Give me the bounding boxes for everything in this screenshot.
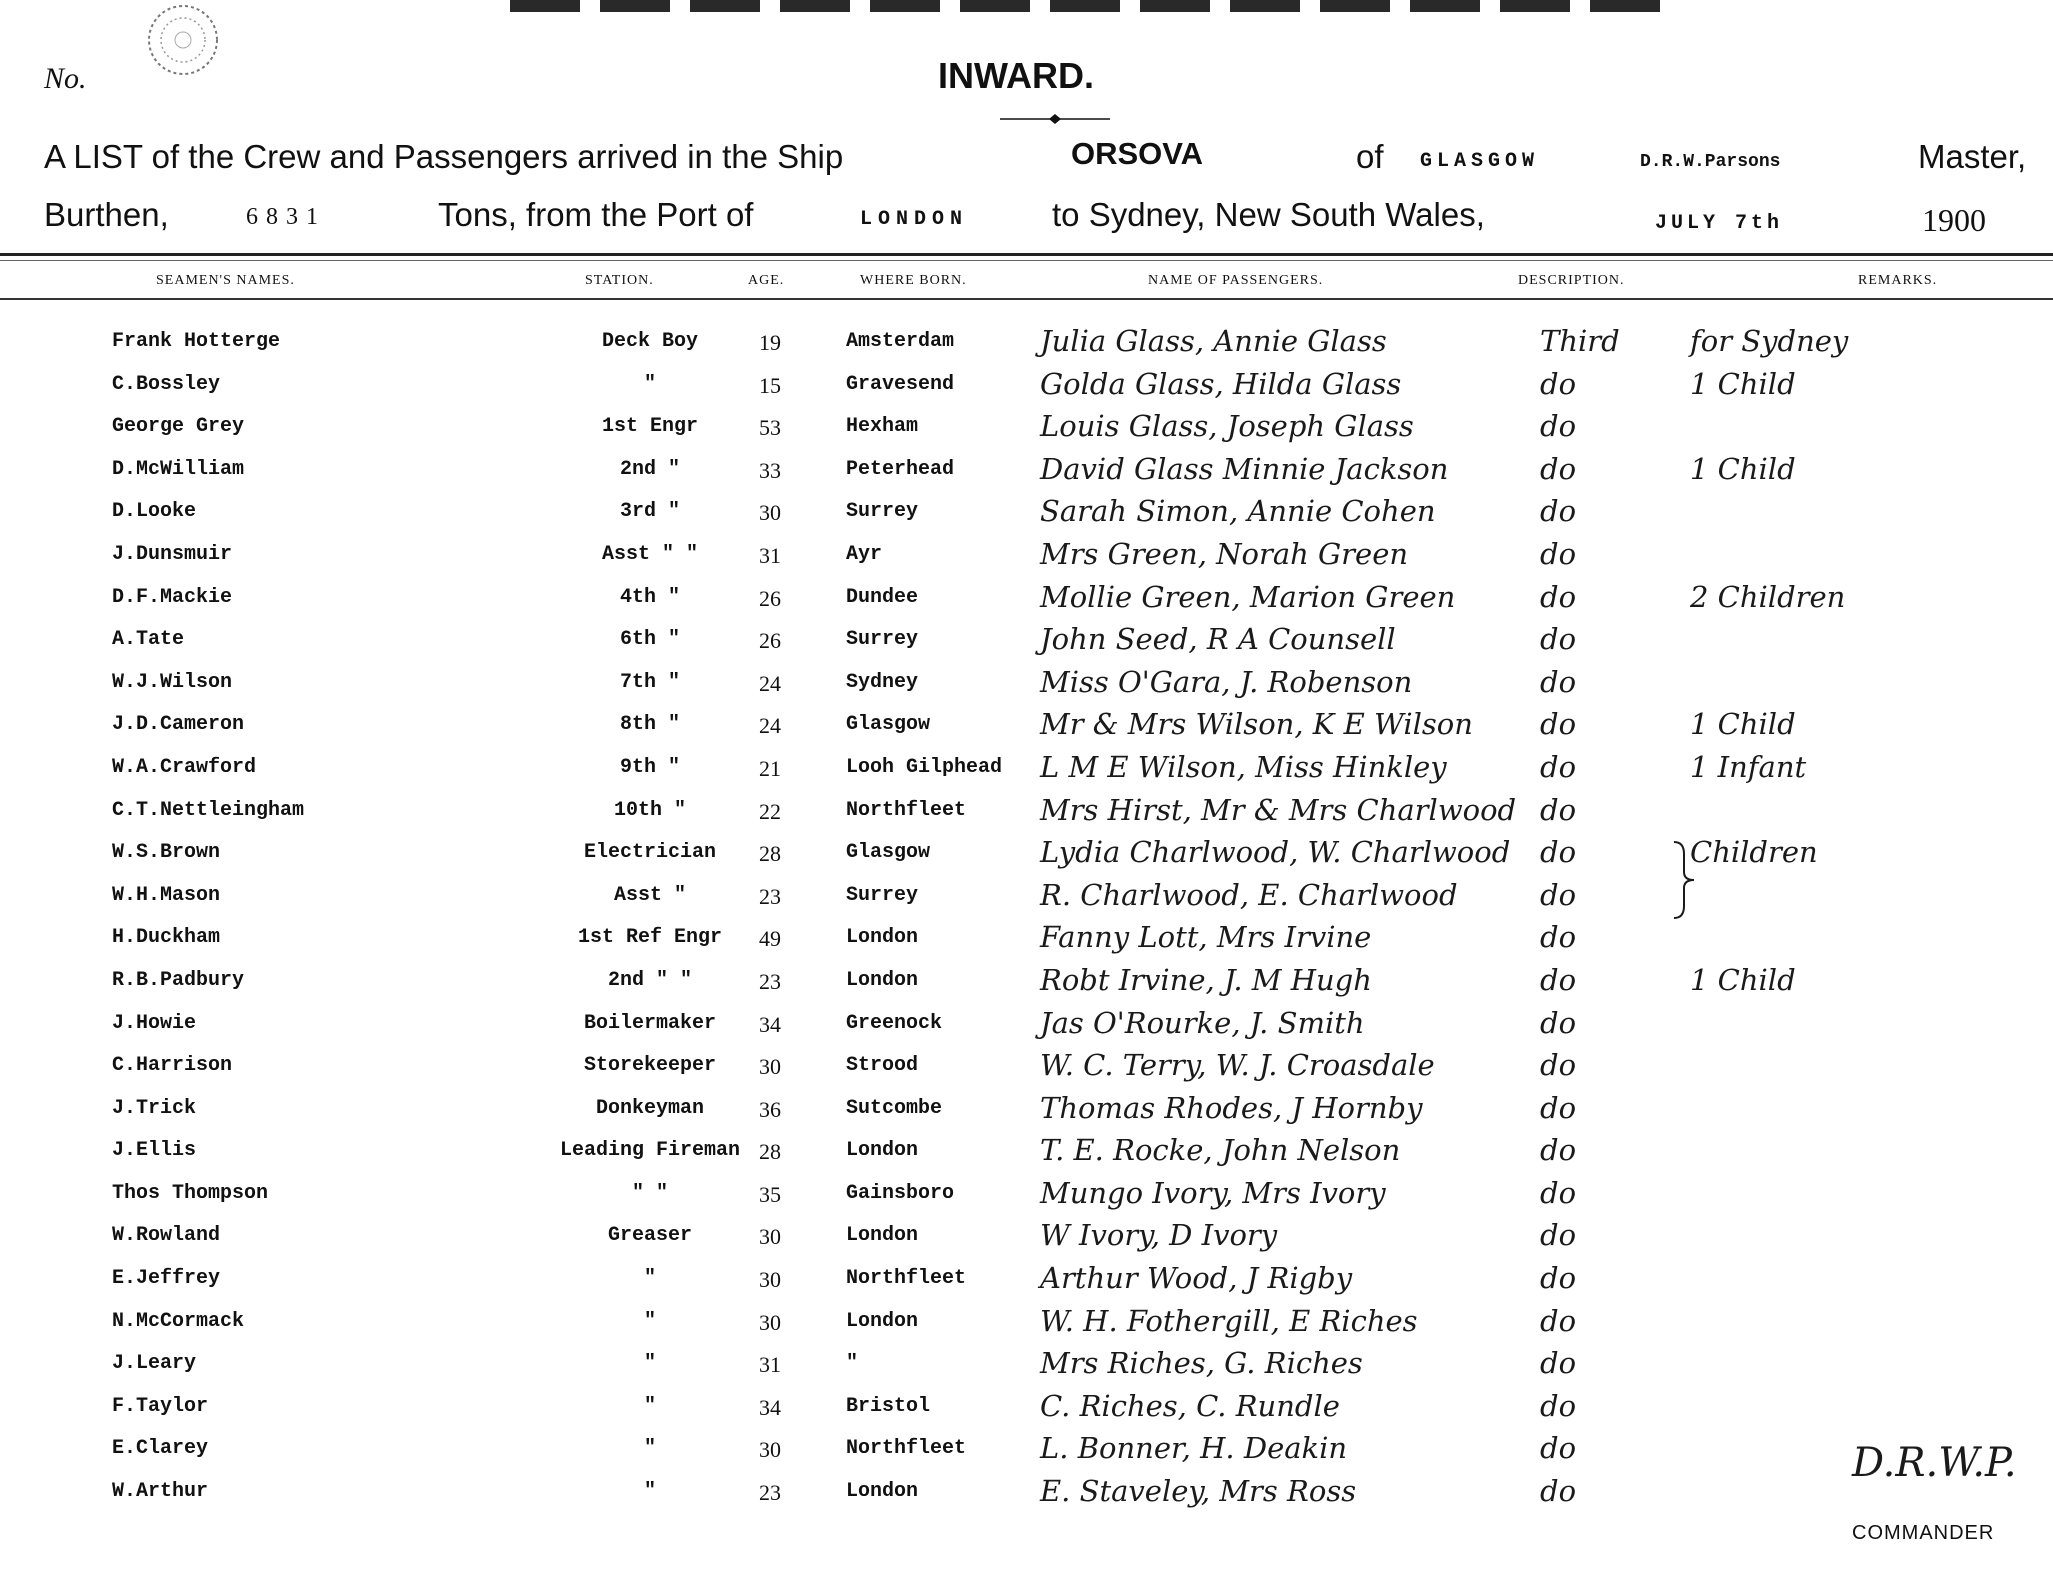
- seaman-age: 30: [759, 1224, 781, 1250]
- seaman-age: 21: [759, 755, 781, 781]
- passenger-remarks: 1 Child: [1690, 366, 1796, 401]
- passenger-description: do: [1540, 835, 1577, 870]
- seaman-age: 23: [759, 968, 781, 994]
- cut-off-header-banner: [510, 0, 1660, 12]
- arrival-year: 1900: [1922, 202, 1986, 238]
- passenger-names: Sarah Simon, Annie Cohen: [1040, 494, 1436, 529]
- table-row: [0, 1048, 2053, 1097]
- passenger-names: Jas O'Rourke, J. Smith: [1040, 1005, 1365, 1040]
- seaman-birthplace: Glasgow: [846, 713, 931, 737]
- seaman-age: 15: [759, 372, 781, 398]
- commander-signature: D.R.W.P.: [1852, 1440, 2017, 1486]
- passenger-names: T. E. Rocke, John Nelson: [1040, 1133, 1401, 1168]
- seaman-age: 19: [759, 330, 781, 355]
- passenger-description: do: [1540, 366, 1577, 401]
- passenger-description: do: [1540, 1133, 1577, 1168]
- number-label: No.: [44, 62, 87, 95]
- seaman-birthplace: Bristol: [846, 1394, 931, 1418]
- passenger-names: R. Charlwood, E. Charlwood: [1040, 877, 1458, 912]
- seaman-name: Thos Thompson: [112, 1181, 269, 1205]
- seaman-birthplace: Dundee: [846, 585, 919, 609]
- list-intro-text: A LIST of the Crew and Passengers arrived in the Ship: [44, 138, 844, 175]
- seaman-station: ": [643, 1437, 656, 1461]
- seaman-birthplace: Northfleet: [846, 1267, 967, 1291]
- seaman-station: 6th ": [619, 628, 680, 652]
- page-title: INWARD.: [938, 55, 1094, 96]
- seaman-age: 26: [759, 628, 781, 654]
- seaman-name: A.Tate: [112, 628, 185, 652]
- passenger-remarks: 2 Children: [1690, 579, 1846, 614]
- seaman-station: ": [643, 372, 656, 396]
- seaman-name: D.McWilliam: [112, 457, 245, 481]
- passenger-names: Louis Glass, Joseph Glass: [1040, 409, 1414, 444]
- seaman-birthplace: London: [846, 1309, 919, 1333]
- seaman-station: 8th ": [619, 713, 680, 737]
- passenger-names: Julia Glass, Annie Glass: [1040, 324, 1387, 358]
- passenger-description: do: [1540, 494, 1577, 529]
- passenger-description: do: [1540, 1005, 1577, 1040]
- seaman-name: J.Howie: [112, 1011, 197, 1035]
- header-rule-thin: [0, 260, 2053, 261]
- passenger-description: do: [1540, 1218, 1577, 1253]
- ship-name: ORSOVA: [1071, 136, 1204, 171]
- seaman-age: 24: [759, 670, 781, 696]
- seaman-station: 1st Engr: [601, 415, 698, 439]
- seaman-name: E.Jeffrey: [112, 1267, 221, 1291]
- seaman-station: Asst " ": [601, 542, 698, 566]
- passenger-names: W. C. Terry, W. J. Croasdale: [1040, 1048, 1435, 1083]
- seaman-station: 2nd ": [619, 457, 680, 481]
- table-row: [0, 877, 2053, 927]
- seaman-station: " ": [631, 1181, 668, 1205]
- brace-icon: [1672, 840, 1696, 920]
- seaman-name: N.McCormack: [112, 1309, 245, 1333]
- seaman-age: 30: [759, 500, 781, 526]
- passenger-names: Mrs Riches, G. Riches: [1040, 1346, 1363, 1381]
- passenger-description: do: [1540, 451, 1577, 486]
- table-row: [0, 749, 2053, 799]
- seaman-birthplace: London: [846, 1224, 919, 1248]
- of-label: of: [1356, 138, 1384, 175]
- passenger-remarks: 1 Infant: [1690, 749, 1807, 784]
- seaman-birthplace: Ayr: [846, 542, 883, 566]
- passenger-description: do: [1540, 1388, 1577, 1423]
- crew-passenger-list: [0, 324, 2053, 1523]
- passenger-names: Mollie Green, Marion Green: [1040, 579, 1456, 614]
- seaman-name: F.Taylor: [112, 1394, 209, 1418]
- seaman-station: ": [643, 1394, 656, 1418]
- passenger-description: do: [1540, 1048, 1577, 1083]
- table-row: [0, 366, 2053, 416]
- passenger-remarks: 1 Child: [1690, 962, 1796, 997]
- seaman-name: R.B.Padbury: [112, 968, 245, 992]
- passenger-names: Lydia Charlwood, W. Charlwood: [1040, 835, 1511, 870]
- col-description: DESCRIPTION.: [1518, 273, 1625, 288]
- col-seamens-names: SEAMEN'S NAMES.: [156, 273, 295, 288]
- seaman-station: 4th ": [619, 585, 680, 609]
- seaman-station: Donkeyman: [595, 1096, 705, 1120]
- seaman-name: H.Duckham: [112, 926, 221, 950]
- table-row: [0, 835, 2053, 884]
- col-where-born: WHERE BORN.: [860, 273, 967, 288]
- master-name: D.R.W.Parsons: [1640, 152, 1781, 172]
- seaman-age: 31: [759, 542, 781, 568]
- passenger-names: Arthur Wood, J Rigby: [1040, 1261, 1353, 1296]
- seaman-station: Greaser: [607, 1224, 692, 1248]
- seaman-station: Leading Fireman: [559, 1139, 741, 1163]
- col-age: AGE.: [748, 273, 785, 288]
- passenger-names: David Glass Minnie Jackson: [1040, 451, 1449, 486]
- passenger-names: Robt Irvine, J. M Hugh: [1040, 962, 1372, 997]
- port-from: LONDON: [860, 208, 969, 231]
- passenger-names: John Seed, R A Counsell: [1040, 622, 1396, 657]
- passenger-names: L M E Wilson, Miss Hinkley: [1040, 749, 1447, 784]
- seaman-age: 31: [759, 1352, 781, 1378]
- table-row: [0, 1303, 2053, 1353]
- passenger-description: do: [1540, 409, 1577, 444]
- seaman-age: 36: [759, 1096, 781, 1122]
- table-row: [0, 1346, 2053, 1395]
- seaman-name: W.S.Brown: [112, 841, 221, 865]
- stamp-seal-icon: [128, 2, 238, 80]
- passenger-description: do: [1540, 920, 1577, 955]
- seaman-birthplace: Hexham: [846, 415, 919, 439]
- col-remarks: REMARKS.: [1858, 273, 1938, 288]
- seaman-age: 24: [759, 713, 781, 739]
- seaman-station: ": [643, 1267, 656, 1291]
- passenger-description: do: [1540, 877, 1577, 912]
- passenger-names: W Ivory, D Ivory: [1040, 1218, 1278, 1253]
- seaman-birthplace: Sutcombe: [846, 1096, 943, 1120]
- seaman-name: J.Dunsmuir: [112, 542, 233, 566]
- passenger-names: L. Bonner, H. Deakin: [1040, 1431, 1348, 1466]
- passenger-names: Mungo Ivory, Mrs Ivory: [1040, 1175, 1386, 1210]
- passenger-description: do: [1540, 962, 1577, 997]
- table-row: [0, 1261, 2053, 1310]
- seaman-station: 1st Ref Engr: [577, 926, 723, 950]
- col-station: STATION.: [585, 273, 654, 288]
- seaman-birthplace: London: [846, 1480, 919, 1504]
- seaman-birthplace: Amsterdam: [846, 330, 955, 353]
- table-row: [0, 1431, 2053, 1480]
- seaman-station: 3rd ": [619, 500, 680, 524]
- seaman-birthplace: London: [846, 968, 919, 992]
- seaman-age: 34: [759, 1011, 781, 1037]
- passenger-description: do: [1540, 749, 1577, 784]
- seaman-station: ": [643, 1480, 656, 1504]
- burthen-label: Burthen,: [44, 196, 169, 233]
- seaman-age: 33: [759, 457, 781, 483]
- seaman-name: J.D.Cameron: [112, 713, 245, 737]
- seaman-birthplace: Looh Gilphead: [846, 755, 1003, 779]
- tons-from-label: Tons, from the Port of: [438, 196, 754, 233]
- seaman-station: 9th ": [619, 755, 680, 779]
- seaman-age: 26: [759, 585, 781, 611]
- seaman-age: 35: [759, 1181, 781, 1207]
- destination-text: to Sydney, New South Wales,: [1052, 196, 1485, 233]
- seaman-age: 28: [759, 1139, 781, 1165]
- table-row: [0, 1133, 2053, 1182]
- passenger-description: do: [1540, 622, 1577, 657]
- table-row: [0, 579, 2053, 629]
- arrival-date: JULY 7th: [1655, 212, 1784, 235]
- seaman-age: 22: [759, 798, 781, 824]
- passenger-description: do: [1540, 1261, 1577, 1296]
- seaman-birthplace: London: [846, 926, 919, 950]
- seaman-birthplace: London: [846, 1139, 919, 1163]
- seaman-station: ": [643, 1352, 656, 1376]
- passenger-remarks: 1 Child: [1690, 707, 1796, 742]
- seaman-age: 30: [759, 1437, 781, 1463]
- seaman-name: J.Trick: [112, 1096, 197, 1120]
- passenger-names: Mrs Green, Norah Green: [1040, 536, 1409, 571]
- seaman-name: J.Leary: [112, 1352, 197, 1376]
- table-row: [0, 451, 2053, 501]
- port-of-registry: GLASGOW: [1420, 150, 1540, 173]
- seaman-name: C.Bossley: [112, 372, 221, 396]
- seaman-age: 23: [759, 1480, 781, 1506]
- seaman-station: ": [643, 1309, 656, 1333]
- passenger-description: do: [1540, 1346, 1577, 1381]
- passenger-names: Fanny Lott, Mrs Irvine: [1040, 920, 1372, 955]
- seaman-station: Boilermaker: [583, 1011, 717, 1035]
- seaman-birthplace: Northfleet: [846, 1437, 967, 1461]
- seaman-birthplace: Strood: [846, 1054, 919, 1078]
- passenger-description: do: [1540, 1474, 1577, 1509]
- seaman-name: C.T.Nettleingham: [112, 798, 305, 822]
- passenger-remarks: Children: [1690, 835, 1818, 870]
- seaman-name: D.Looke: [112, 500, 197, 524]
- col-passengers: NAME OF PASSENGERS.: [1148, 273, 1324, 288]
- seaman-birthplace: Surrey: [846, 628, 919, 652]
- table-row: [0, 1005, 2053, 1055]
- seaman-name: C.Harrison: [112, 1054, 233, 1078]
- table-row: [0, 1474, 2053, 1523]
- seaman-station: Asst ": [613, 883, 686, 907]
- table-row: [0, 1218, 2053, 1267]
- passenger-names: Golda Glass, Hilda Glass: [1040, 366, 1402, 401]
- seaman-station: Electrician: [583, 841, 717, 865]
- seaman-age: 30: [759, 1267, 781, 1293]
- seaman-birthplace: ": [846, 1352, 859, 1376]
- passenger-names: W. H. Fothergill, E Riches: [1040, 1303, 1418, 1338]
- seaman-station: 2nd " ": [607, 968, 692, 992]
- seaman-age: 30: [759, 1309, 781, 1335]
- passenger-description: do: [1540, 664, 1577, 699]
- passenger-description: do: [1540, 1090, 1577, 1125]
- seaman-station: 10th ": [613, 798, 686, 822]
- passenger-description: do: [1540, 536, 1577, 571]
- passenger-remarks: 1 Child: [1690, 451, 1796, 486]
- table-row: [0, 962, 2053, 1012]
- seaman-name: E.Clarey: [112, 1437, 209, 1461]
- passenger-description: do: [1540, 1303, 1577, 1338]
- seaman-name: W.J.Wilson: [112, 670, 233, 694]
- seaman-name: Frank Hotterge: [112, 330, 281, 353]
- seaman-name: D.F.Mackie: [112, 585, 233, 609]
- seaman-station: Storekeeper: [583, 1054, 717, 1078]
- seaman-birthplace: Greenock: [846, 1011, 943, 1035]
- seaman-age: 28: [759, 841, 781, 867]
- passenger-description: do: [1540, 1175, 1577, 1210]
- seaman-name: W.Rowland: [112, 1224, 221, 1248]
- seaman-name: J.Ellis: [112, 1139, 197, 1163]
- passenger-description: do: [1540, 1431, 1577, 1466]
- seaman-age: 30: [759, 1054, 781, 1080]
- seaman-station: 7th ": [619, 670, 680, 694]
- passenger-names: Mrs Hirst, Mr & Mrs Charlwood: [1040, 792, 1517, 827]
- seaman-birthplace: Glasgow: [846, 841, 931, 865]
- title-ornament-icon: [1000, 114, 1110, 124]
- passenger-description: do: [1540, 707, 1577, 742]
- seaman-station: Deck Boy: [601, 330, 698, 353]
- passenger-names: Thomas Rhodes, J Hornby: [1040, 1090, 1423, 1125]
- seaman-birthplace: Peterhead: [846, 457, 955, 481]
- passenger-description: do: [1540, 792, 1577, 827]
- passenger-names: Miss O'Gara, J. Robenson: [1040, 664, 1413, 699]
- seaman-birthplace: Sydney: [846, 670, 919, 694]
- seaman-age: 23: [759, 883, 781, 909]
- seaman-birthplace: Northfleet: [846, 798, 967, 822]
- seaman-name: W.H.Mason: [112, 883, 221, 907]
- seaman-name: W.Arthur: [112, 1480, 209, 1504]
- seaman-birthplace: Gainsboro: [846, 1181, 955, 1205]
- passenger-description: do: [1540, 579, 1577, 614]
- seaman-birthplace: Surrey: [846, 500, 919, 524]
- tonnage-value: 6831: [246, 204, 326, 230]
- seaman-birthplace: Gravesend: [846, 372, 955, 396]
- table-row: [0, 494, 2053, 543]
- table-row: [0, 1175, 2053, 1225]
- column-header-rule: [0, 298, 2053, 300]
- passenger-names: C. Riches, C. Rundle: [1040, 1388, 1340, 1423]
- passenger-names: Mr & Mrs Wilson, K E Wilson: [1040, 707, 1473, 742]
- seaman-birthplace: Surrey: [846, 883, 919, 907]
- seaman-age: 49: [759, 926, 781, 952]
- table-row: [0, 622, 2053, 671]
- table-row: [0, 1388, 2053, 1438]
- passenger-names: E. Staveley, Mrs Ross: [1040, 1474, 1357, 1509]
- passenger-remarks: for Sydney: [1690, 324, 1849, 358]
- commander-label: COMMANDER: [1852, 1522, 1995, 1544]
- seaman-age: 53: [759, 415, 781, 441]
- seaman-age: 34: [759, 1394, 781, 1420]
- seaman-name: W.A.Crawford: [112, 755, 257, 779]
- master-label: Master,: [1918, 138, 2027, 175]
- table-row: [0, 1090, 2053, 1140]
- passenger-description: Third: [1540, 324, 1620, 358]
- header-rule: [0, 253, 2053, 256]
- seaman-name: George Grey: [112, 415, 245, 439]
